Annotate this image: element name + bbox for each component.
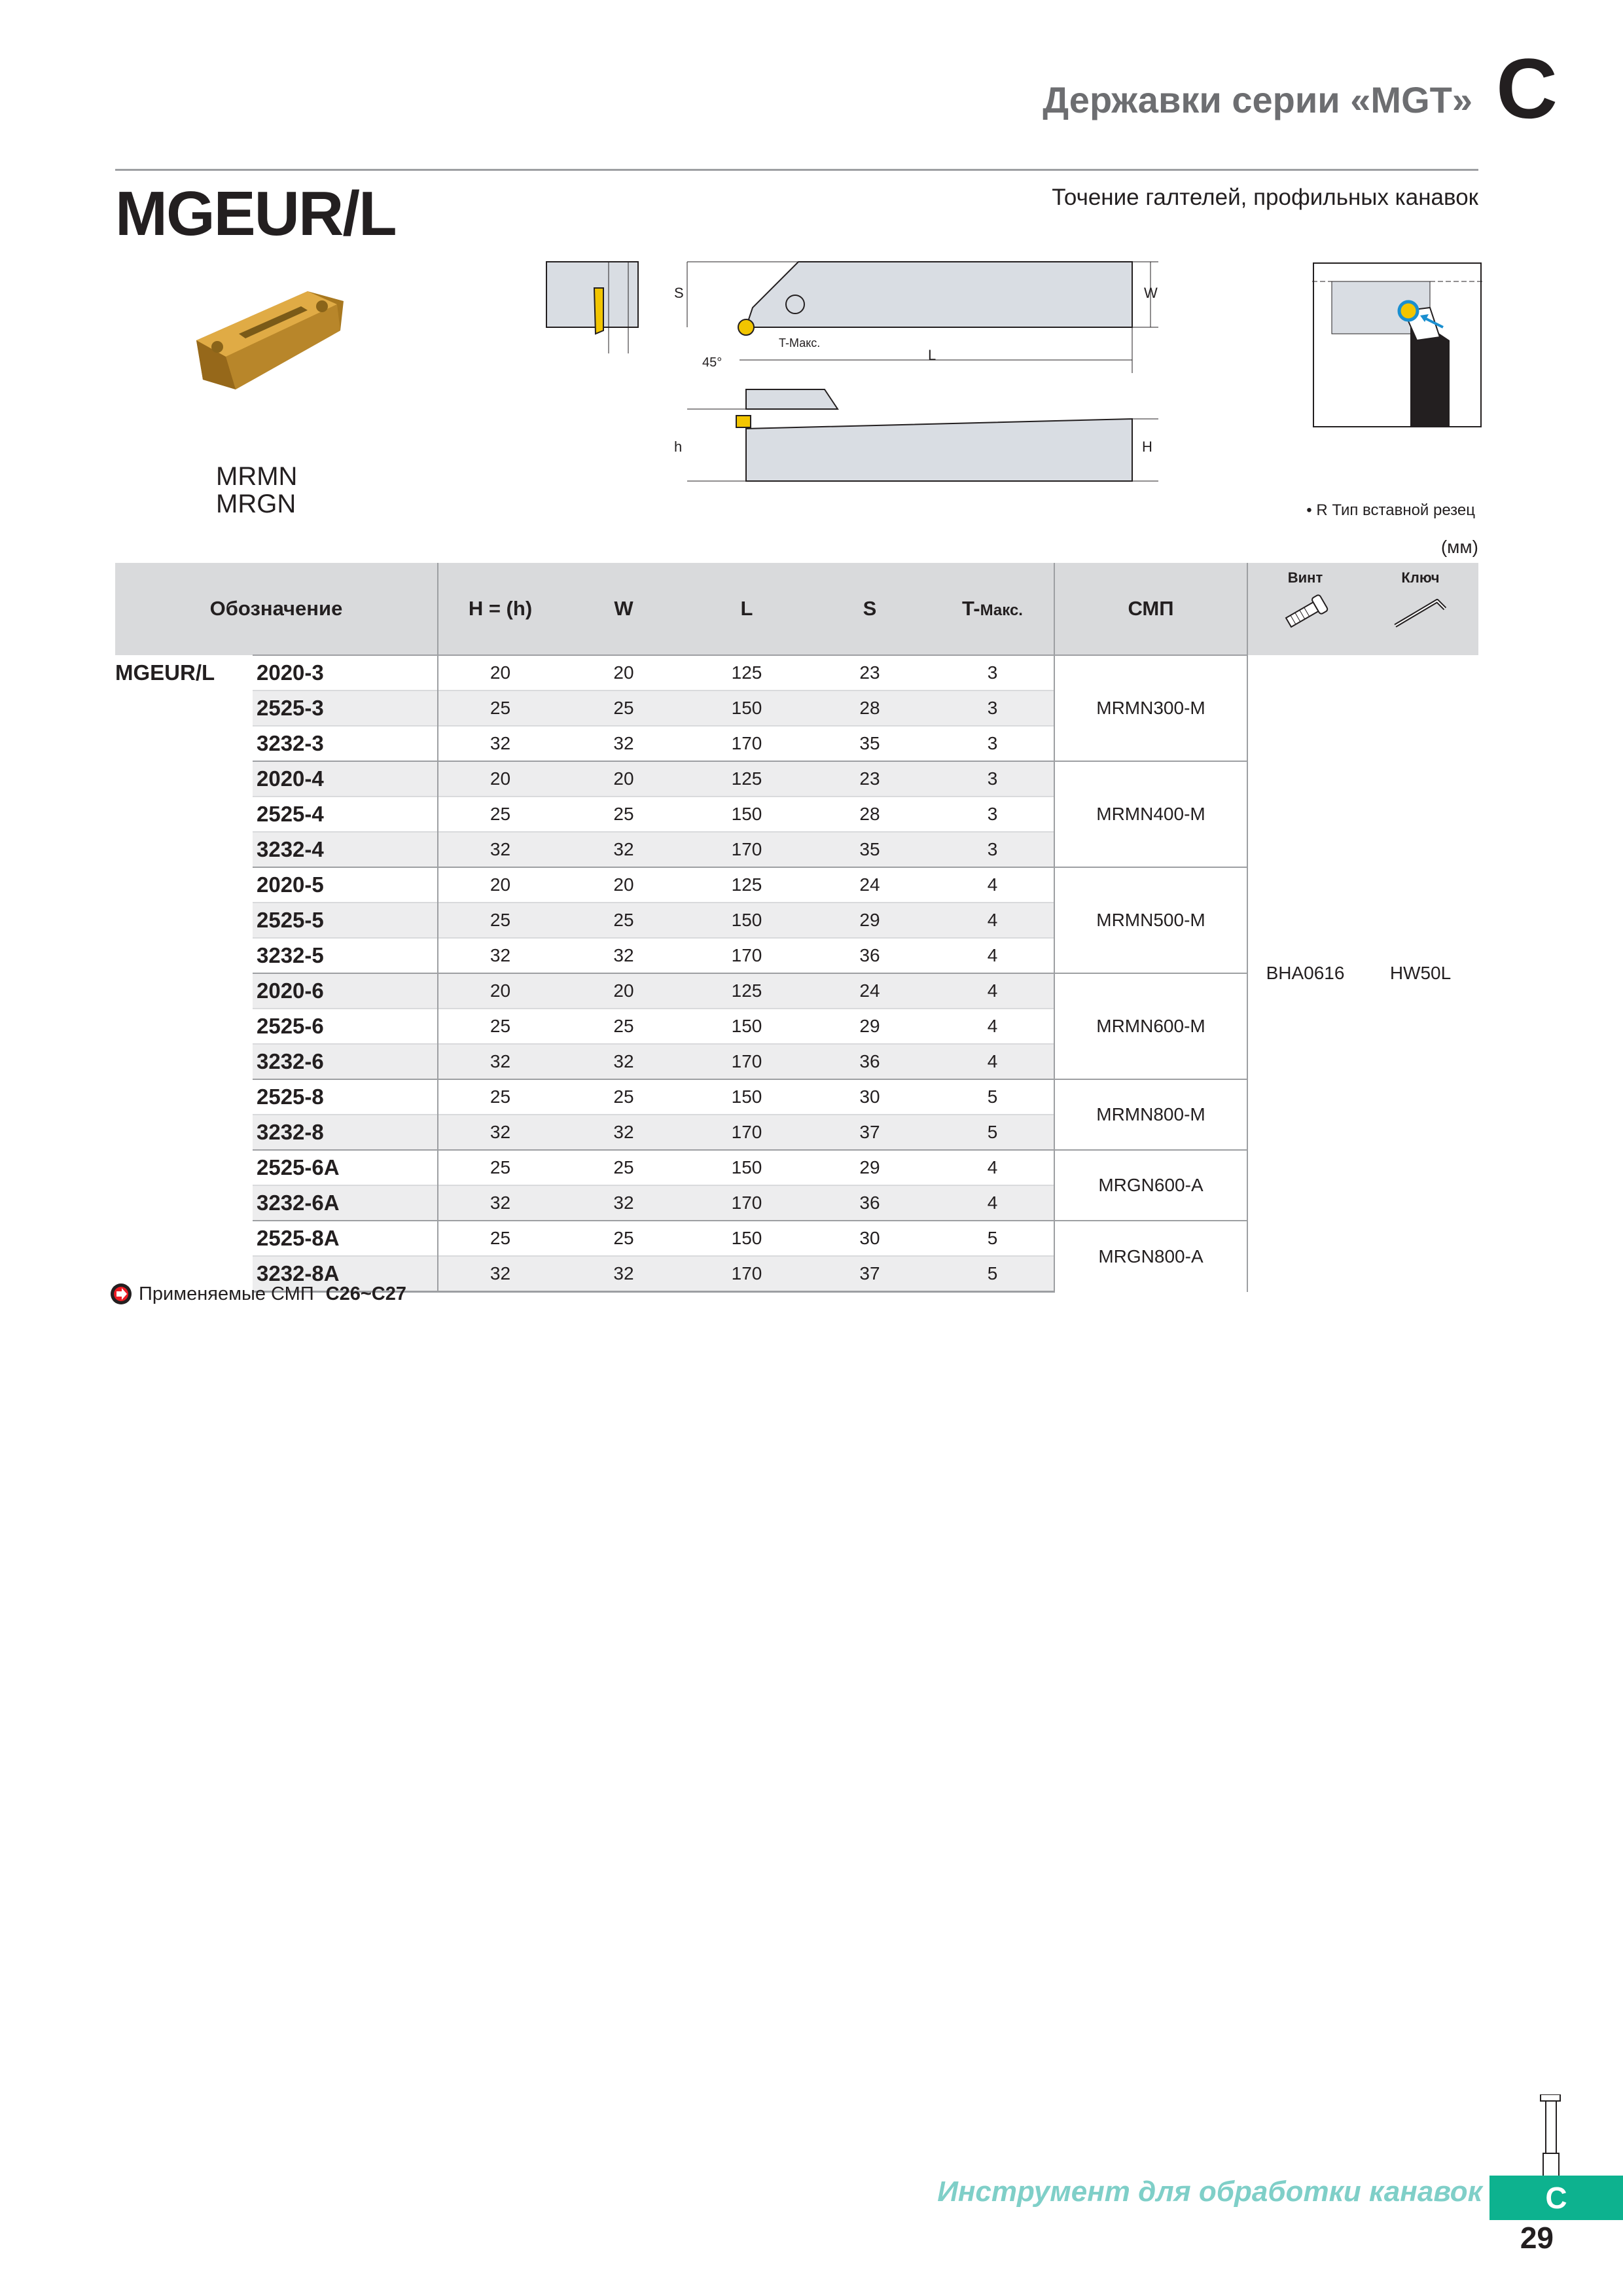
cell-s: 35: [808, 726, 931, 761]
cell-w: 32: [562, 1256, 685, 1292]
cell-l: 170: [685, 1115, 808, 1150]
designation-code: 3232-8A: [253, 1256, 438, 1292]
right-type-note: • R Тип вставной резец: [1306, 501, 1475, 519]
designation-code: 2525-8: [253, 1079, 438, 1115]
dim-h-small-label: h: [674, 439, 683, 455]
cell-h: 32: [438, 1044, 562, 1079]
cell-w: 20: [562, 655, 685, 691]
cell-smp: MRMN500-M: [1054, 867, 1247, 973]
screw-icon: [1279, 593, 1332, 632]
cell-l: 125: [685, 761, 808, 797]
designation-code: 3232-5: [253, 938, 438, 973]
cell-w: 25: [562, 903, 685, 938]
spec-table: [115, 563, 1478, 1293]
section-title: Державки серии «MGT»: [1043, 79, 1472, 120]
cell-w: 32: [562, 1185, 685, 1221]
holder-drawing: [543, 255, 1171, 491]
cell-t: 3: [931, 726, 1054, 761]
cell-screw: BHA0616: [1266, 963, 1345, 984]
cell-smp: MRMN300-M: [1054, 655, 1247, 761]
cell-smp: MRMN400-M: [1054, 761, 1247, 867]
col-header-screw-label: Винт: [1287, 569, 1323, 586]
col-header-s: S: [808, 563, 931, 655]
cell-t: 4: [931, 867, 1054, 903]
cell-s: 30: [808, 1079, 931, 1115]
cell-h: 25: [438, 1079, 562, 1115]
cell-s: 29: [808, 903, 931, 938]
dim-w-label: W: [1144, 285, 1158, 301]
cell-s: 29: [808, 1009, 931, 1044]
footer-category: Инструмент для обработки канавок: [937, 2176, 1482, 2208]
cell-w: 32: [562, 1115, 685, 1150]
cell-s: 23: [808, 761, 931, 797]
col-header-t-main: T-: [962, 597, 980, 620]
dim-h-big-label: H: [1142, 439, 1152, 455]
cell-h: 20: [438, 655, 562, 691]
cell-t: 4: [931, 903, 1054, 938]
product-subtitle: Точение галтелей, профильных канавок: [1052, 185, 1478, 210]
cell-s: 24: [808, 973, 931, 1009]
designation-code: 2020-6: [253, 973, 438, 1009]
insert-image: [177, 281, 347, 412]
cell-w: 20: [562, 867, 685, 903]
cell-smp: MRMN600-M: [1054, 973, 1247, 1079]
cell-s: 30: [808, 1221, 931, 1256]
applicable-inserts-ref: [110, 1283, 406, 1305]
table-row: [115, 655, 1478, 691]
product-title: MGEUR/L: [115, 179, 396, 249]
cell-l: 125: [685, 973, 808, 1009]
col-header-designation: Обозначение: [115, 563, 438, 655]
cell-l: 170: [685, 1185, 808, 1221]
cell-key: HW50L: [1389, 963, 1452, 984]
header-rule: [115, 169, 1478, 171]
cell-w: 32: [562, 938, 685, 973]
col-header-screw: [1247, 563, 1363, 655]
cell-l: 125: [685, 867, 808, 903]
series-name: MGEUR/L: [115, 660, 215, 685]
ref-label: Применяемые СМП: [139, 1283, 314, 1304]
cell-l: 150: [685, 1221, 808, 1256]
dim-s-label: S: [674, 285, 684, 301]
cell-w: 25: [562, 1009, 685, 1044]
col-header-key-label: Ключ: [1401, 569, 1440, 586]
cell-l: 170: [685, 726, 808, 761]
cell-s: 29: [808, 1150, 931, 1185]
cell-h: 25: [438, 691, 562, 726]
cell-h: 20: [438, 867, 562, 903]
ref-pages[interactable]: C26~C27: [325, 1283, 407, 1304]
cell-h: 20: [438, 973, 562, 1009]
cell-l: 170: [685, 1256, 808, 1292]
cell-h: 32: [438, 832, 562, 867]
cell-t: 5: [931, 1079, 1054, 1115]
cell-smp: MRGN800-A: [1054, 1221, 1247, 1292]
cell-t: 5: [931, 1221, 1054, 1256]
designation-code: 2525-6: [253, 1009, 438, 1044]
designation-code: 3232-4: [253, 832, 438, 867]
cell-s: 37: [808, 1256, 931, 1292]
cell-l: 150: [685, 1150, 808, 1185]
cell-w: 32: [562, 726, 685, 761]
dim-angle-label: 45°: [702, 355, 722, 370]
designation-code: 3232-8: [253, 1115, 438, 1150]
cell-w: 20: [562, 973, 685, 1009]
cell-t: 4: [931, 973, 1054, 1009]
cell-l: 150: [685, 797, 808, 832]
cell-l: 170: [685, 938, 808, 973]
designation-code: 2525-4: [253, 797, 438, 832]
designation-code: 3232-3: [253, 726, 438, 761]
cell-w: 25: [562, 1079, 685, 1115]
designation-code: 2020-3: [253, 655, 438, 691]
cell-l: 170: [685, 832, 808, 867]
cell-t: 3: [931, 691, 1054, 726]
cell-l: 170: [685, 1044, 808, 1079]
col-header-t-suffix: Макс.: [980, 601, 1023, 619]
dim-tmax-label: T-Макс.: [779, 336, 821, 350]
cell-t: 4: [931, 1185, 1054, 1221]
designation-code: 2020-4: [253, 761, 438, 797]
unit-label: (мм): [1440, 537, 1478, 557]
cell-t: 3: [931, 655, 1054, 691]
cell-s: 35: [808, 832, 931, 867]
cell-s: 28: [808, 691, 931, 726]
cell-h: 32: [438, 1185, 562, 1221]
cell-h: 25: [438, 1221, 562, 1256]
cell-s: 37: [808, 1115, 931, 1150]
cell-t: 4: [931, 1009, 1054, 1044]
cell-t: 4: [931, 1044, 1054, 1079]
cell-w: 25: [562, 1221, 685, 1256]
arrow-circle-icon: [110, 1283, 132, 1305]
cell-l: 150: [685, 1009, 808, 1044]
cell-s: 23: [808, 655, 931, 691]
section-letter: C: [1496, 41, 1558, 136]
page-number: 29: [1520, 2221, 1554, 2255]
designation-code: 3232-6: [253, 1044, 438, 1079]
insert-name-2: MRGN: [216, 490, 296, 518]
cell-h: 32: [438, 1115, 562, 1150]
cell-h: 25: [438, 1009, 562, 1044]
grooving-tool-icon: [1526, 2094, 1578, 2179]
cell-h: 25: [438, 797, 562, 832]
cell-t: 3: [931, 832, 1054, 867]
designation-code: 2525-8A: [253, 1221, 438, 1256]
cell-l: 125: [685, 655, 808, 691]
cell-t: 3: [931, 797, 1054, 832]
col-header-smp: СМП: [1054, 563, 1247, 655]
footer-section-tab[interactable]: C: [1489, 2176, 1623, 2220]
cell-h: 32: [438, 1256, 562, 1292]
col-header-key: [1363, 563, 1478, 655]
cell-s: 36: [808, 938, 931, 973]
cell-h: 20: [438, 761, 562, 797]
cell-w: 25: [562, 797, 685, 832]
designation-code: 2020-5: [253, 867, 438, 903]
cell-t: 4: [931, 1150, 1054, 1185]
cell-t: 4: [931, 938, 1054, 973]
cell-w: 32: [562, 1044, 685, 1079]
designation-code: 2525-5: [253, 903, 438, 938]
cell-l: 150: [685, 1079, 808, 1115]
designation-code: 3232-6A: [253, 1185, 438, 1221]
insert-name-1: MRMN: [216, 462, 298, 491]
col-header-h: H = (h): [438, 563, 562, 655]
cell-s: 36: [808, 1185, 931, 1221]
cell-smp: MRGN600-A: [1054, 1150, 1247, 1221]
cell-w: 25: [562, 1150, 685, 1185]
application-sketch: [1312, 262, 1482, 429]
cell-h: 32: [438, 726, 562, 761]
cell-w: 20: [562, 761, 685, 797]
dim-l-label: L: [928, 347, 936, 363]
cell-l: 150: [685, 691, 808, 726]
designation-code: 2525-6A: [253, 1150, 438, 1185]
cell-h: 25: [438, 1150, 562, 1185]
cell-t: 5: [931, 1115, 1054, 1150]
cell-t: 3: [931, 761, 1054, 797]
cell-h: 25: [438, 903, 562, 938]
cell-h: 32: [438, 938, 562, 973]
designation-code: 2525-3: [253, 691, 438, 726]
cell-l: 150: [685, 903, 808, 938]
hex-key-icon: [1391, 593, 1450, 632]
cell-s: 28: [808, 797, 931, 832]
cell-s: 36: [808, 1044, 931, 1079]
cell-t: 5: [931, 1256, 1054, 1292]
col-header-w: W: [562, 563, 685, 655]
col-header-t: [931, 563, 1054, 655]
cell-w: 32: [562, 832, 685, 867]
col-header-l: L: [685, 563, 808, 655]
cell-s: 24: [808, 867, 931, 903]
cell-w: 25: [562, 691, 685, 726]
cell-smp: MRMN800-M: [1054, 1079, 1247, 1150]
